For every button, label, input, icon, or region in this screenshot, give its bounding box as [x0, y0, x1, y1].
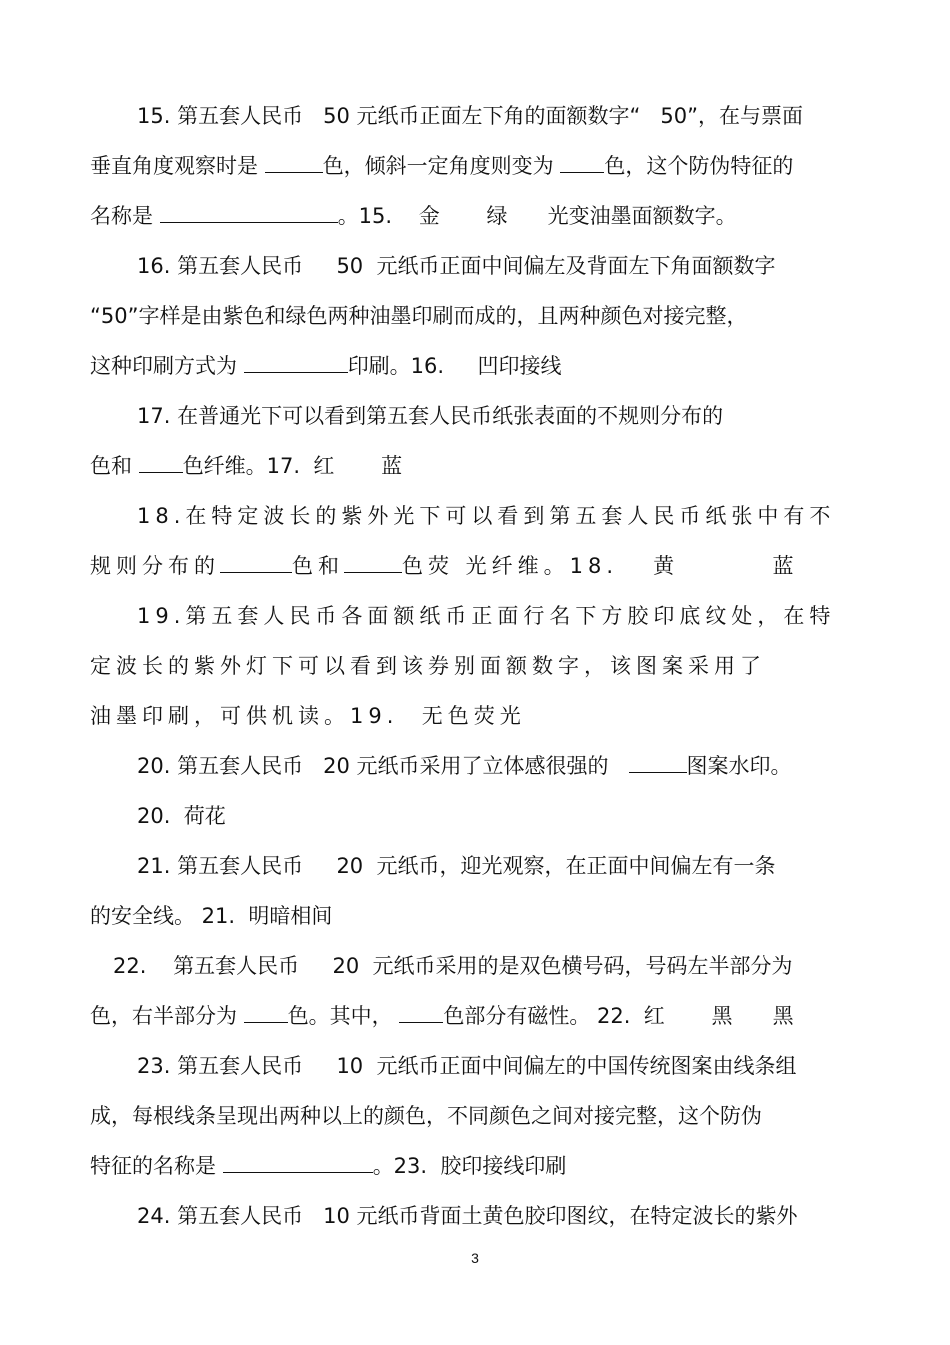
text-span: 色纤维。17. 红 蓝 [182, 454, 403, 478]
text-line-q21: 21. 第五套人民币 20 元纸币，迎光观察，在正面中间偏左有一条 [137, 854, 776, 878]
text-line-q23: 23. 第五套人民币 10 元纸币正面中间偏左的中国传统图案由线条组 [137, 1054, 797, 1078]
answer-line: 20. 荷花 [137, 804, 226, 828]
text-line [90, 1151, 566, 1181]
blank-line [244, 1004, 288, 1023]
text-line [90, 1001, 794, 1031]
blank-line [399, 1004, 443, 1023]
text-line-q16: 16. 第五套人民币 50 元纸币正面中间偏左及背面左下角面额数字 [137, 254, 776, 278]
text-line: “50”字样是由紫色和绿色两种油墨印刷而成的，且两种颜色对接完整， [90, 304, 748, 328]
text-span: 特征的名称是 [90, 1154, 223, 1178]
text-line [90, 201, 737, 231]
text-span: 色荧 光纤维。18. 黄 蓝 [402, 554, 799, 578]
blank-line [220, 554, 292, 573]
text-span: 规则分布的 [90, 554, 220, 578]
blank-line [629, 754, 687, 773]
blank-line [160, 204, 338, 223]
text-line [90, 551, 799, 581]
text-line-q18: 18.在特定波长的紫外光下可以看到第五套人民币纸张中有不 [137, 504, 836, 528]
text-line-q17: 17. 在普通光下可以看到第五套人民币纸张表面的不规则分布的 [137, 404, 724, 428]
text-line [90, 451, 402, 481]
text-line-q19: 19.第五套人民币各面额纸币正面行名下方胶印底纹处，在特 [137, 604, 836, 628]
text-line-q15: 15. 第五套人民币 50 元纸币正面左下角的面额数字“ 50”，在与票面 [137, 104, 803, 128]
text-span: 印刷。16. 凹印接线 [347, 354, 562, 378]
text-line [90, 151, 793, 181]
text-line: 定波长的紫外灯下可以看到该券别面额数字，该图案采用了 [90, 654, 766, 678]
text-span: 。23. 胶印接线印刷 [372, 1154, 567, 1178]
text-span: 色，右半部分为 [90, 1004, 244, 1028]
text-span: 色，倾斜一定角度则变为 [322, 154, 561, 178]
text-span: 色，这个防伪特征的 [604, 154, 794, 178]
text-span: 名称是 [90, 204, 160, 228]
text-line: 成，每根线条呈现出两种以上的颜色，不同颜色之间对接完整，这个防伪 [90, 1104, 762, 1128]
text-line-q22: 22. 第五套人民币 20 元纸币采用的是双色横号码，号码左半部分为 [113, 954, 793, 978]
text-span: 色。其中， [287, 1004, 400, 1028]
blank-line [139, 454, 183, 473]
text-span: 色和 [90, 454, 139, 478]
text-line [90, 351, 561, 381]
text-line-q20 [137, 751, 792, 781]
blank-line [265, 154, 323, 173]
page-number: 3 [471, 1250, 479, 1266]
text-span: 色和 [292, 554, 344, 578]
blank-line [560, 154, 604, 173]
blank-line [244, 354, 348, 373]
text-span: 图案水印。 [686, 754, 792, 778]
blank-line [223, 1154, 373, 1173]
text-line: 油墨印刷，可供机读。19. 无色荧光 [90, 704, 526, 728]
blank-line [344, 554, 402, 573]
text-span: 这种印刷方式为 [90, 354, 244, 378]
text-span: 垂直角度观察时是 [90, 154, 265, 178]
text-span: 20. 第五套人民币 20 元纸币采用了立体感很强的 [137, 754, 629, 778]
text-line-q24: 24. 第五套人民币 10 元纸币背面土黄色胶印图纹，在特定波长的紫外 [137, 1204, 798, 1228]
text-span: 。15. 金 绿 光变油墨面额数字。 [337, 204, 737, 228]
text-line: 的安全线。 21. 明暗相间 [90, 904, 333, 928]
text-span: 色部分有磁性。 22. 红 黑 黑 [443, 1004, 794, 1028]
